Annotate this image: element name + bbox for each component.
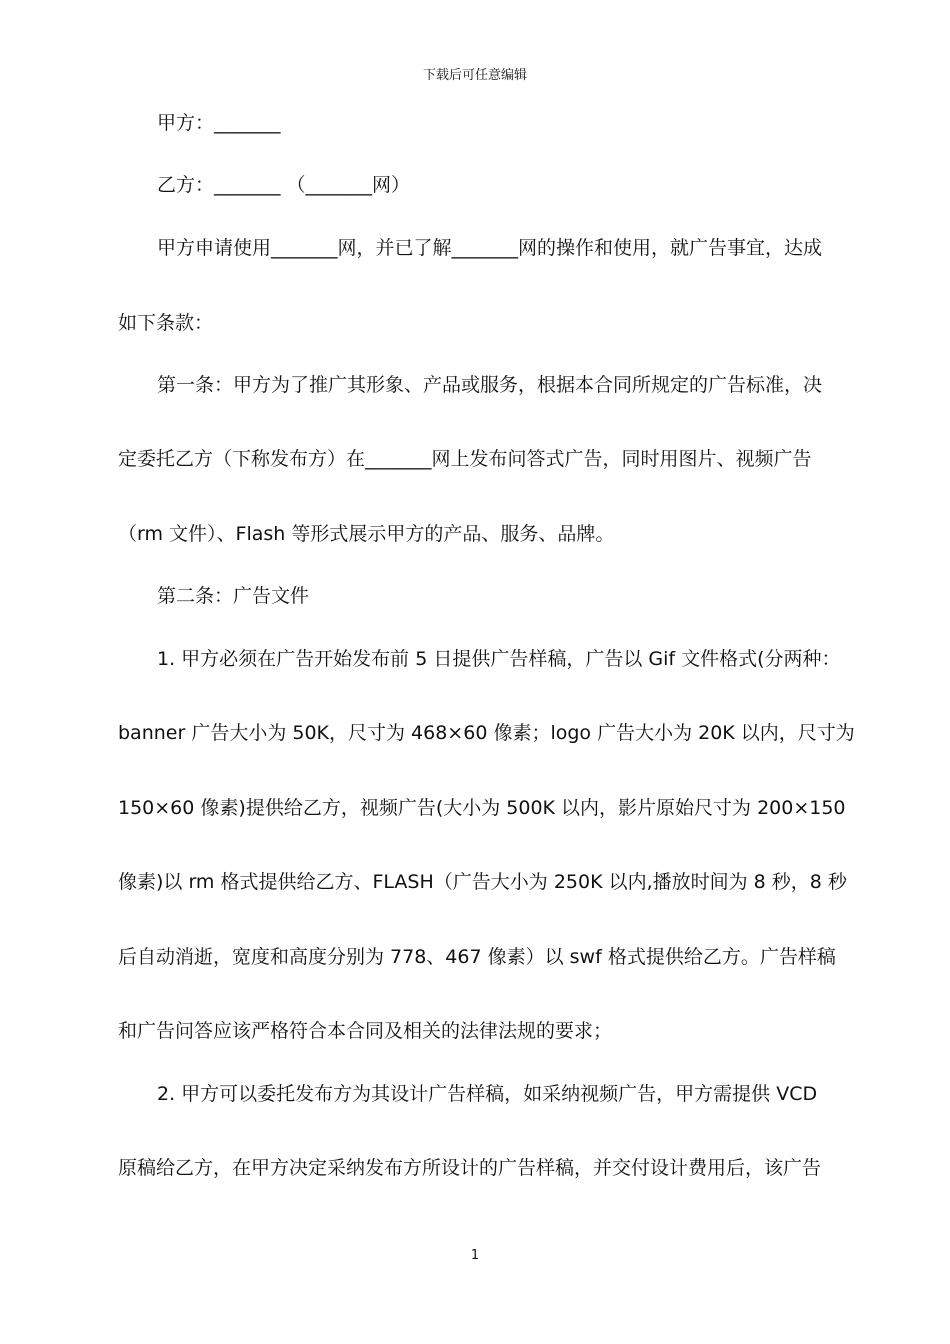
clause-1-line: 和广告问答应该严格符合本合同及相关的法律法规的要求； — [118, 1020, 613, 1042]
party-b-line: 乙方：_______ （_______网） — [157, 174, 411, 196]
preamble-line: 如下条款： — [118, 312, 214, 334]
page-header: 下载后可任意编辑 — [422, 68, 527, 83]
clause-2-line: 2. 甲方可以委托发布方为其设计广告样稿，如采纳视频广告，甲方需提供 VCD — [157, 1083, 818, 1105]
article-1-line: （rm 文件）、Flash 等形式展示甲方的产品、服务、品牌。 — [118, 523, 615, 545]
clause-1-line: 150×60 像素)提供给乙方，视频广告(大小为 500K 以内，影片原始尺寸为 200×150 — [118, 797, 846, 819]
party-a-line: 甲方：_______ — [157, 112, 281, 134]
preamble-line: 甲方申请使用_______网，并已了解_______网的操作和使用，就广告事宜，达成 — [157, 237, 823, 259]
clause-1-line: 像素)以 rm 格式提供给乙方、FLASH（广告大小为 250K 以内,播放时间为 8 秒，8 秒 — [118, 871, 847, 893]
page-number: 1 — [470, 1248, 480, 1263]
clause-1-line: banner 广告大小为 50K，尺寸为 468×60 像素；logo 广告大小为 20K 以内，尺寸为 — [118, 722, 855, 744]
clause-2-line: 原稿给乙方，在甲方决定采纳发布方所设计的广告样稿，并交付设计费用后，该广告 — [118, 1157, 822, 1179]
article-1-line: 第一条：甲方为了推广其形象、产品或服务，根据本合同所规定的广告标准，决 — [157, 374, 823, 396]
clause-1-line: 后自动消逝，宽度和高度分别为 778、467 像素）以 swf 格式提供给乙方。广告样稿 — [118, 946, 836, 968]
article-2-heading: 第二条：广告文件 — [157, 585, 310, 607]
article-1-line: 定委托乙方（下称发布方）在_______网上发布问答式广告，同时用图片、视频广告 — [118, 448, 812, 470]
clause-1-line: 1. 甲方必须在广告开始发布前 5 日提供广告样稿，广告以 Gif 文件格式(分两种： — [157, 648, 841, 670]
